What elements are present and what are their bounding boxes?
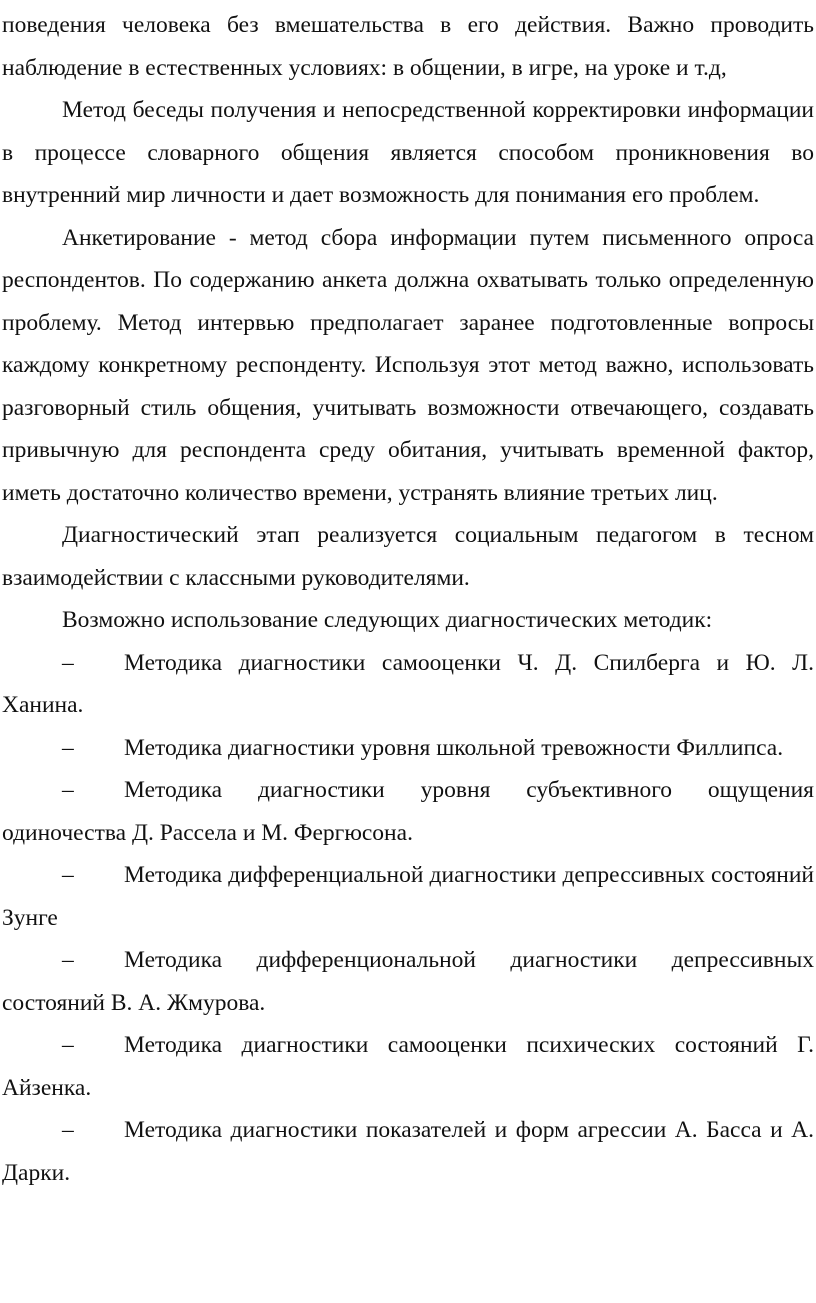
list-item-text: Методика диагностики самооценки психических состояний Г. Айзенка.	[2, 1032, 814, 1101]
list-dash-marker: –	[62, 777, 74, 803]
list-item	[2, 939, 814, 1024]
list-item	[2, 1109, 814, 1194]
paragraph-conversation-method: Метод беседы получения и непосредственной корректировки информации в процессе словарного общения является способом проникновения во внутренний мир личности и дает возможность для понимания его проблем.	[2, 97, 814, 208]
list-dash-marker: –	[62, 1032, 74, 1058]
list-item-text: Методика диагностики самооценки Ч. Д. Спилберга и Ю. Л. Ханина.	[2, 649, 814, 718]
list-dash-marker: –	[62, 734, 74, 761]
list-item-text: Методика дифференциональной диагностики депрессивных состояний В. А. Жмурова.	[2, 947, 814, 1016]
list-item	[2, 854, 814, 939]
list-item	[2, 727, 814, 770]
paragraph-diagnostic-stage: Диагностический этап реализуется социальным педагогом в тесном взаимодействии с классными руководителями.	[2, 522, 814, 591]
list-dash-marker: –	[62, 947, 74, 973]
list-item	[2, 642, 814, 727]
list-item-text: Методика дифференциальной диагностики депрессивных состояний Зунге	[2, 862, 814, 931]
paragraph-methods-intro: Возможно использование следующих диагностических методик:	[62, 607, 713, 633]
paragraph-questionnaire-method: Анкетирование - метод сбора информации путем письменного опроса респондентов. По содержанию анкета должна охватывать только определенную проблему. Метод интервью предполагает заранее подготовленные вопросы каждому конкретному респонденту. Используя этот метод важно, использовать разговорный стиль общения, учитывать возможности отвечающего, создавать привычную для респондента среду обитания, учитывать временной фактор, иметь достаточно количество времени, устранять влияние третьих лиц.	[2, 224, 814, 506]
list-dash-marker: –	[62, 862, 74, 888]
list-item-text: Методика диагностики уровня субъективного ощущения одиночества Д. Рассела и М. Фергюсона.	[2, 777, 814, 846]
list-item	[2, 1024, 814, 1109]
list-item	[2, 769, 814, 854]
paragraph-observation-continuation: поведения человека без вмешательства в его действия. Важно проводить наблюдение в естественных условиях: в общении, в игре, на уроке и т.д,	[2, 12, 814, 81]
list-dash-marker: –	[62, 1117, 74, 1143]
list-item-text: Методика диагностики уровня школьной тревожности Филлипса.	[124, 734, 784, 761]
list-item-text: Методика диагностики показателей и форм агрессии А. Басса и А. Дарки.	[2, 1117, 814, 1186]
list-dash-marker: –	[62, 649, 74, 676]
